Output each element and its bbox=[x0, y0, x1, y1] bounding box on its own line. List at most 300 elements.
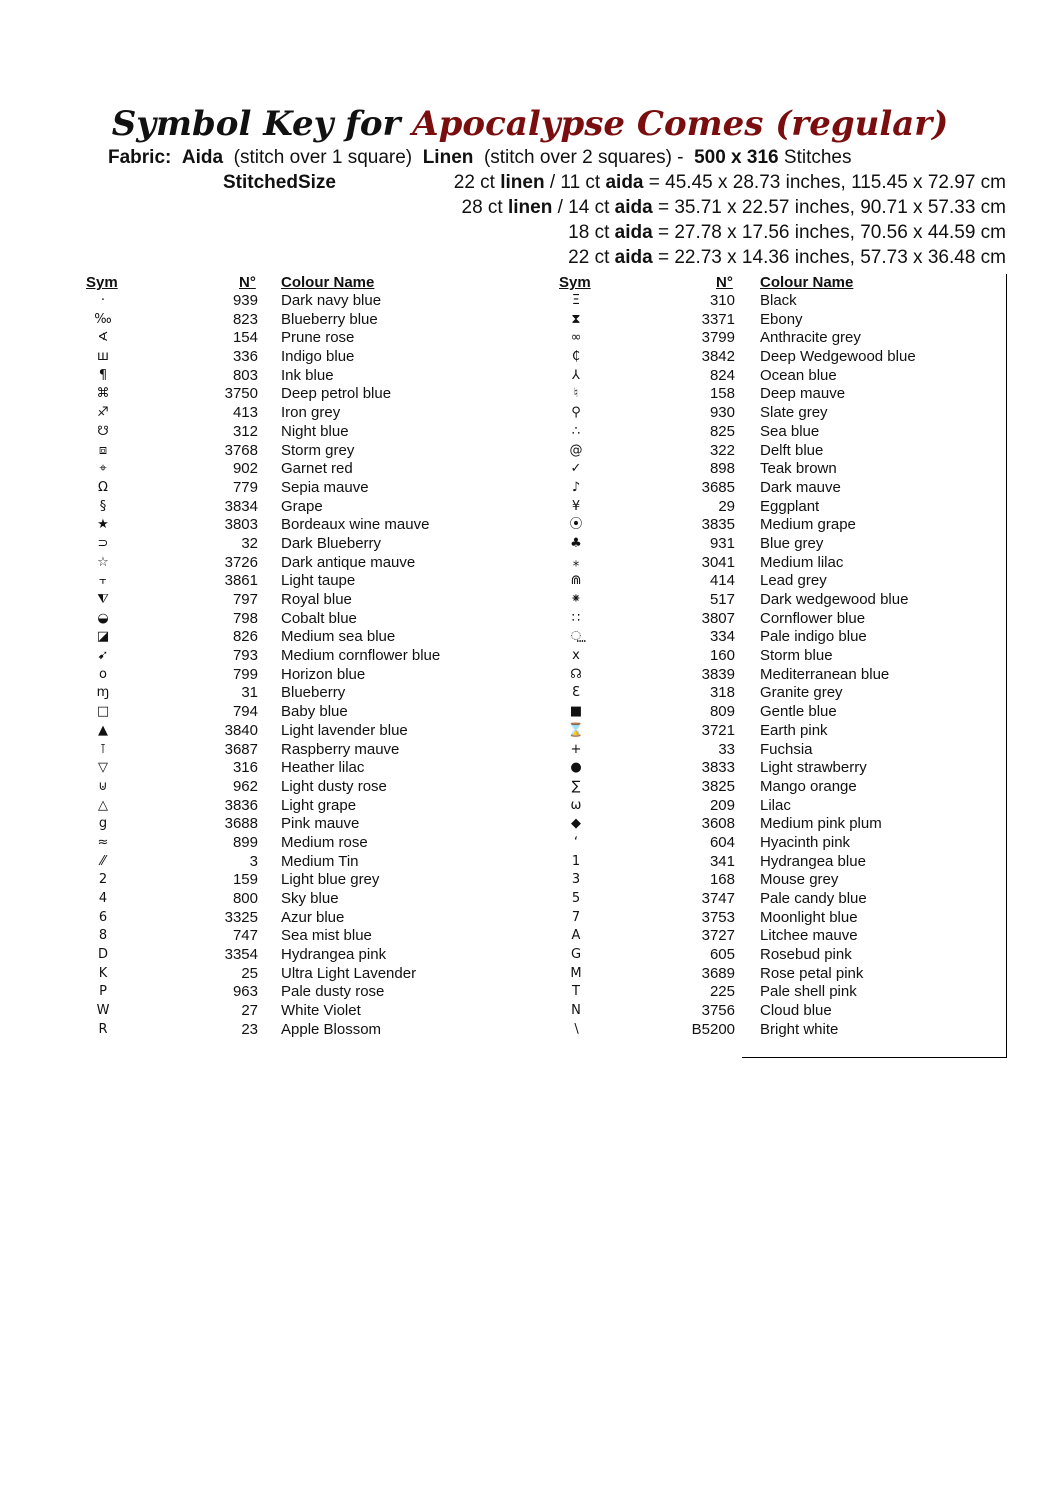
symbol-glyph: ⚲ bbox=[571, 405, 581, 421]
thread-number: 3371 bbox=[701, 310, 735, 328]
symbol-glyph: ∴ bbox=[571, 423, 581, 439]
table-row bbox=[530, 292, 1005, 311]
colour-name: Dark navy blue bbox=[281, 292, 382, 309]
symbol-glyph: A bbox=[571, 928, 581, 944]
table-row bbox=[530, 741, 1005, 760]
table-row bbox=[0, 460, 530, 479]
thread-number: 3687 bbox=[224, 740, 258, 758]
symbol-glyph: ▽ bbox=[98, 760, 108, 776]
colour-name: Dark Blueberry bbox=[281, 534, 382, 552]
symbol-glyph: ⁕ bbox=[570, 592, 582, 607]
colour-name: Pink mauve bbox=[281, 815, 360, 833]
thread-number: 902 bbox=[232, 460, 258, 478]
header-name-left: Colour Name bbox=[281, 274, 375, 291]
table-row bbox=[0, 797, 530, 816]
symbol-glyph: W bbox=[96, 1003, 110, 1019]
symbol-glyph: M bbox=[570, 965, 582, 981]
colour-name: White Violet bbox=[281, 1002, 361, 1020]
size-b1: linen bbox=[500, 172, 545, 193]
table-row bbox=[530, 479, 1005, 498]
colour-name: Light taupe bbox=[281, 572, 356, 590]
thread-number: 3861 bbox=[224, 572, 258, 590]
symbol-glyph: o bbox=[99, 666, 107, 682]
table-row bbox=[530, 927, 1005, 946]
table-row bbox=[0, 759, 530, 778]
colour-name: Rose petal pink bbox=[760, 964, 864, 982]
colour-name: Pale candy blue bbox=[760, 890, 867, 907]
fabric-aida-note: (stitch over 1 square) bbox=[233, 147, 413, 168]
thread-number: 962 bbox=[232, 777, 258, 795]
title-prefix: Symbol Key for bbox=[111, 104, 401, 144]
thread-number: 3685 bbox=[701, 478, 735, 496]
symbol-glyph: ⊺ bbox=[99, 741, 107, 757]
table-row bbox=[0, 292, 530, 311]
thread-number: 413 bbox=[232, 404, 258, 422]
table-row bbox=[530, 778, 1005, 797]
symbol-glyph: + bbox=[570, 741, 582, 757]
table-row bbox=[0, 479, 530, 498]
thread-number: 158 bbox=[709, 385, 735, 403]
table-row bbox=[530, 572, 1005, 591]
symbol-glyph: ∷ bbox=[571, 610, 581, 626]
table-row bbox=[0, 442, 530, 461]
colour-name: Hydrangea blue bbox=[760, 852, 866, 870]
thread-number: 33 bbox=[718, 740, 735, 758]
colour-name: Medium pink plum bbox=[760, 815, 882, 833]
colour-name: Ink blue bbox=[281, 366, 334, 384]
colour-name: Delft blue bbox=[760, 441, 824, 459]
symbol-table-right bbox=[530, 292, 1005, 1040]
symbol-glyph: ■ bbox=[569, 704, 583, 720]
colour-name: Raspberry mauve bbox=[281, 740, 400, 758]
fabric-stitches: Stitches bbox=[783, 147, 852, 168]
thread-number: 27 bbox=[241, 1002, 258, 1020]
table-row bbox=[530, 871, 1005, 890]
table-row bbox=[530, 348, 1005, 367]
colour-name: Iron grey bbox=[281, 404, 341, 422]
table-row bbox=[0, 404, 530, 423]
symbol-glyph: 6 bbox=[98, 909, 108, 925]
thread-number: 3727 bbox=[701, 927, 735, 945]
colour-name: Moonlight blue bbox=[760, 908, 858, 926]
thread-number: 604 bbox=[709, 833, 735, 851]
table-row bbox=[530, 909, 1005, 928]
symbol-glyph: ⋒ bbox=[570, 573, 582, 589]
page-title bbox=[0, 104, 1060, 144]
symbol-glyph: □ bbox=[96, 704, 110, 720]
symbol-glyph: ☆ bbox=[97, 554, 109, 570]
thread-number: 517 bbox=[709, 591, 735, 608]
colour-name: Fuchsia bbox=[760, 740, 813, 758]
table-row bbox=[530, 684, 1005, 703]
table-row bbox=[0, 666, 530, 685]
symbol-glyph: D bbox=[97, 947, 108, 963]
thread-number: 3799 bbox=[701, 329, 735, 347]
thread-number: 3689 bbox=[701, 964, 735, 982]
symbol-glyph: ⵿ bbox=[570, 629, 582, 645]
colour-name: Light blue grey bbox=[281, 871, 380, 889]
symbol-glyph: ⧈ bbox=[98, 442, 108, 458]
thread-number: 322 bbox=[709, 441, 735, 459]
colour-name: Lead grey bbox=[760, 572, 827, 590]
symbol-glyph: ◆ bbox=[571, 816, 581, 832]
fabric-line bbox=[108, 147, 851, 169]
table-row bbox=[0, 554, 530, 573]
thread-number: 799 bbox=[232, 665, 258, 683]
colour-name: Royal blue bbox=[281, 591, 352, 608]
table-row bbox=[530, 815, 1005, 834]
colour-name: Mediterranean blue bbox=[760, 665, 890, 683]
table-border-bottom bbox=[742, 1057, 1007, 1058]
table-row bbox=[530, 853, 1005, 872]
thread-number: 3756 bbox=[701, 1002, 735, 1020]
symbol-glyph: K bbox=[98, 965, 108, 981]
symbol-glyph: T bbox=[572, 984, 580, 1000]
colour-name: Mouse grey bbox=[760, 871, 839, 889]
thread-number: 793 bbox=[232, 647, 258, 665]
table-row bbox=[0, 927, 530, 946]
table-row bbox=[530, 983, 1005, 1002]
thread-number: 3842 bbox=[701, 348, 735, 366]
symbol-glyph: ☊ bbox=[570, 666, 582, 682]
symbol-glyph: ⁄⁄ bbox=[100, 853, 106, 869]
thread-number: 963 bbox=[232, 983, 258, 1001]
symbol-table-left bbox=[0, 292, 530, 1040]
table-row bbox=[530, 759, 1005, 778]
thread-number: 154 bbox=[232, 329, 258, 347]
thread-number: 779 bbox=[232, 478, 258, 496]
colour-name: Sepia mauve bbox=[281, 478, 369, 496]
symbol-glyph: ⌖ bbox=[99, 461, 107, 477]
table-row bbox=[0, 741, 530, 760]
table-row bbox=[530, 385, 1005, 404]
symbol-glyph: ʻ bbox=[573, 834, 579, 850]
thread-number: 3807 bbox=[701, 609, 735, 627]
symbol-glyph: ∑ bbox=[571, 778, 581, 794]
symbol-glyph: § bbox=[99, 498, 107, 514]
thread-number: 31 bbox=[241, 684, 258, 702]
thread-number: 25 bbox=[241, 964, 258, 982]
symbol-glyph: ★ bbox=[97, 517, 109, 533]
thread-number: 3834 bbox=[224, 497, 258, 515]
colour-name: Medium rose bbox=[281, 833, 368, 851]
table-row bbox=[0, 572, 530, 591]
size-post: = 35.71 x 22.57 inches, 90.71 x 57.33 cm bbox=[657, 197, 1006, 218]
table-row bbox=[0, 946, 530, 965]
colour-name: Medium sea blue bbox=[281, 628, 396, 646]
colour-name: Eggplant bbox=[760, 497, 820, 515]
thread-number: 605 bbox=[709, 946, 735, 964]
pattern-name: Apocalypse Comes (regular) bbox=[412, 104, 949, 144]
table-row bbox=[530, 535, 1005, 554]
table-row bbox=[530, 311, 1005, 330]
thread-number: 3688 bbox=[224, 815, 258, 833]
thread-number: 3835 bbox=[701, 516, 735, 534]
thread-number: 3608 bbox=[701, 815, 735, 833]
symbol-glyph: ◪ bbox=[96, 629, 110, 645]
symbol-glyph: ⦿ bbox=[569, 517, 583, 533]
thread-number: 794 bbox=[232, 703, 258, 721]
colour-name: Granite grey bbox=[760, 684, 843, 702]
table-row bbox=[0, 423, 530, 442]
table-row bbox=[0, 778, 530, 797]
table-row bbox=[530, 722, 1005, 741]
thread-number: 3833 bbox=[701, 759, 735, 777]
size-post: = 27.78 x 17.56 inches, 70.56 x 44.59 cm bbox=[657, 222, 1006, 243]
colour-name: Dark wedgewood blue bbox=[760, 591, 909, 608]
thread-number: 931 bbox=[709, 534, 735, 552]
thread-number: 797 bbox=[232, 591, 258, 608]
thread-number: 3721 bbox=[701, 721, 735, 739]
symbol-glyph: ⁎ bbox=[572, 554, 580, 570]
table-row bbox=[0, 628, 530, 647]
thread-number: 336 bbox=[232, 348, 258, 366]
symbol-glyph: Ɛ bbox=[572, 685, 580, 701]
size-pre: 22 ct bbox=[568, 247, 610, 268]
table-row bbox=[530, 834, 1005, 853]
header-sym-right: Sym bbox=[559, 274, 591, 291]
colour-name: Ocean blue bbox=[760, 366, 837, 384]
symbol-glyph: ⌛ bbox=[567, 722, 585, 738]
symbol-glyph: N bbox=[571, 1003, 581, 1019]
symbol-glyph: Ξ bbox=[571, 293, 581, 308]
thread-number: 826 bbox=[232, 628, 258, 646]
table-row bbox=[0, 329, 530, 348]
fabric-aida: Aida bbox=[181, 147, 224, 168]
table-row bbox=[0, 853, 530, 872]
thread-number: 3747 bbox=[701, 890, 735, 907]
colour-name: Deep Wedgewood blue bbox=[760, 348, 916, 366]
symbol-glyph: g bbox=[98, 816, 108, 832]
colour-name: Medium lilac bbox=[760, 553, 844, 571]
thread-number: 414 bbox=[709, 572, 735, 590]
colour-name: Cloud blue bbox=[760, 1002, 832, 1020]
symbol-glyph: ♪ bbox=[571, 479, 581, 495]
table-row bbox=[530, 965, 1005, 984]
size-b1: linen bbox=[507, 197, 553, 218]
symbol-glyph: 7 bbox=[571, 909, 581, 925]
size-b2: aida bbox=[605, 172, 644, 193]
symbol-glyph: ▲ bbox=[98, 722, 108, 738]
table-row bbox=[530, 797, 1005, 816]
symbol-glyph: · bbox=[100, 293, 106, 308]
thread-number: 159 bbox=[232, 871, 258, 889]
fabric-linen: Linen bbox=[422, 147, 474, 168]
symbol-glyph: ☋ bbox=[97, 423, 109, 439]
colour-name: Sea blue bbox=[760, 422, 820, 440]
table-row bbox=[0, 367, 530, 386]
thread-number: 3726 bbox=[224, 553, 258, 571]
thread-number: 3750 bbox=[224, 385, 258, 403]
thread-number: 3354 bbox=[224, 946, 258, 964]
colour-name: Grape bbox=[281, 497, 323, 515]
symbol-glyph: Ω bbox=[98, 479, 108, 495]
table-row bbox=[0, 385, 530, 404]
thread-number: 32 bbox=[241, 534, 258, 552]
symbol-glyph: ш bbox=[97, 349, 109, 365]
colour-name: Azur blue bbox=[281, 908, 345, 926]
colour-name: Light grape bbox=[281, 796, 357, 814]
symbol-glyph: 3 bbox=[571, 872, 581, 888]
thread-number: 3753 bbox=[701, 908, 735, 926]
colour-name: Cobalt blue bbox=[281, 609, 357, 627]
thread-number: 168 bbox=[709, 871, 735, 889]
symbol-glyph: ⧨ bbox=[97, 592, 109, 607]
symbol-glyph: ✓ bbox=[570, 461, 582, 477]
symbol-glyph: ∢ bbox=[97, 330, 109, 346]
size-mid: / 11 ct bbox=[549, 172, 601, 193]
thread-number: 823 bbox=[232, 310, 258, 328]
table-row bbox=[0, 703, 530, 722]
symbol-glyph: ω bbox=[570, 797, 582, 813]
colour-name: Earth pink bbox=[760, 721, 828, 739]
thread-number: 310 bbox=[709, 292, 735, 309]
thread-number: 341 bbox=[709, 852, 735, 870]
header-sym-left: Sym bbox=[86, 274, 118, 291]
table-row bbox=[0, 591, 530, 610]
colour-name: Light strawberry bbox=[760, 759, 867, 777]
symbol-glyph: ≈ bbox=[97, 834, 109, 850]
table-row bbox=[530, 1002, 1005, 1021]
table-row bbox=[0, 983, 530, 1002]
symbol-glyph: ➹ bbox=[97, 648, 109, 664]
symbol-glyph: ɱ bbox=[96, 685, 110, 701]
size-pre: 18 ct bbox=[568, 222, 610, 243]
thread-number: 898 bbox=[709, 460, 735, 478]
table-row bbox=[0, 965, 530, 984]
thread-number: 825 bbox=[709, 422, 735, 440]
thread-number: B5200 bbox=[691, 1020, 735, 1038]
symbol-glyph: ♮ bbox=[573, 386, 579, 402]
size-pre: 22 ct bbox=[453, 172, 495, 193]
colour-name: Anthracite grey bbox=[760, 329, 861, 347]
colour-name: Black bbox=[760, 292, 797, 309]
table-row bbox=[530, 423, 1005, 442]
colour-name: Litchee mauve bbox=[760, 927, 858, 945]
colour-name: Lilac bbox=[760, 796, 791, 814]
symbol-glyph: 8 bbox=[98, 928, 108, 944]
symbol-glyph: ₵ bbox=[571, 349, 581, 365]
colour-name: Hydrangea pink bbox=[281, 946, 387, 964]
colour-name: Indigo blue bbox=[281, 348, 355, 366]
table-row bbox=[0, 311, 530, 330]
table-row bbox=[530, 591, 1005, 610]
stitched-size-row bbox=[454, 247, 1006, 272]
table-row bbox=[530, 647, 1005, 666]
thread-number: 939 bbox=[232, 292, 258, 309]
table-row bbox=[0, 890, 530, 909]
table-row bbox=[0, 647, 530, 666]
thread-number: 160 bbox=[709, 647, 735, 665]
table-row bbox=[530, 404, 1005, 423]
symbol-glyph: ¶ bbox=[98, 367, 108, 383]
symbol-glyph: ⊃ bbox=[97, 535, 109, 551]
thread-number: 3840 bbox=[224, 721, 258, 739]
thread-number: 809 bbox=[709, 703, 735, 721]
colour-name: Pale dusty rose bbox=[281, 983, 385, 1001]
table-row bbox=[530, 367, 1005, 386]
colour-name: Horizon blue bbox=[281, 665, 366, 683]
thread-number: 3325 bbox=[224, 908, 258, 926]
thread-number: 334 bbox=[709, 628, 735, 646]
table-row bbox=[530, 498, 1005, 517]
colour-name: Pale indigo blue bbox=[760, 628, 867, 646]
stitched-size-row bbox=[454, 197, 1006, 222]
colour-name: Deep petrol blue bbox=[281, 385, 392, 403]
table-border-right bbox=[1006, 274, 1007, 1058]
symbol-glyph: 5 bbox=[571, 891, 581, 906]
table-row bbox=[530, 666, 1005, 685]
table-row bbox=[530, 946, 1005, 965]
thread-number: 29 bbox=[718, 497, 735, 515]
symbol-glyph: ● bbox=[570, 760, 582, 776]
symbol-glyph: x bbox=[572, 648, 580, 664]
thread-number: 800 bbox=[232, 890, 258, 907]
colour-name: Rosebud pink bbox=[760, 946, 852, 964]
symbol-glyph: ¥ bbox=[571, 498, 581, 514]
table-row bbox=[0, 815, 530, 834]
thread-number: 747 bbox=[232, 927, 258, 945]
fabric-linen-note: (stitch over 2 squares) - bbox=[483, 147, 684, 168]
colour-name: Garnet red bbox=[281, 460, 353, 478]
colour-name: Ultra Light Lavender bbox=[281, 964, 417, 982]
symbol-glyph: ∞ bbox=[570, 330, 582, 346]
colour-name: Blue grey bbox=[760, 534, 824, 552]
colour-name: Storm grey bbox=[281, 441, 355, 459]
stitched-size-block bbox=[454, 172, 1006, 272]
thread-number: 803 bbox=[232, 366, 258, 384]
size-post: = 22.73 x 14.36 inches, 57.73 x 36.48 cm bbox=[657, 247, 1006, 268]
colour-name: Baby blue bbox=[281, 703, 348, 721]
table-row bbox=[530, 703, 1005, 722]
thread-number: 824 bbox=[709, 366, 735, 384]
symbol-glyph: @ bbox=[569, 442, 583, 458]
table-row bbox=[0, 516, 530, 535]
thread-number: 3836 bbox=[224, 796, 258, 814]
size-b2: aida bbox=[614, 222, 653, 243]
colour-name: Medium Tin bbox=[281, 852, 359, 870]
colour-name: Bright white bbox=[760, 1020, 839, 1038]
symbol-glyph: ♣ bbox=[570, 535, 582, 551]
colour-name: Medium cornflower blue bbox=[281, 647, 441, 665]
table-row bbox=[530, 1021, 1005, 1040]
colour-name: Light lavender blue bbox=[281, 721, 408, 739]
table-row bbox=[530, 460, 1005, 479]
symbol-glyph: G bbox=[570, 947, 582, 963]
symbol-glyph: ⫟ bbox=[99, 573, 107, 589]
colour-name: Blueberry blue bbox=[281, 310, 378, 328]
table-row bbox=[0, 871, 530, 890]
thread-number: 312 bbox=[232, 422, 258, 440]
table-row bbox=[530, 554, 1005, 573]
colour-name: Dark mauve bbox=[760, 478, 841, 496]
size-mid: / 14 ct bbox=[557, 197, 610, 218]
table-row bbox=[530, 628, 1005, 647]
colour-name: Mango orange bbox=[760, 777, 857, 795]
symbol-glyph: R bbox=[98, 1021, 108, 1037]
colour-name: Heather lilac bbox=[281, 759, 365, 777]
size-b2: aida bbox=[614, 247, 653, 268]
symbol-glyph: 2 bbox=[98, 872, 108, 888]
table-row bbox=[530, 329, 1005, 348]
thread-number: 3 bbox=[249, 852, 258, 870]
symbol-glyph: ⧗ bbox=[571, 311, 581, 327]
table-row bbox=[530, 890, 1005, 909]
symbol-glyph: ◒ bbox=[97, 610, 109, 626]
colour-name: Pale shell pink bbox=[760, 983, 857, 1001]
table-row bbox=[0, 834, 530, 853]
colour-name: Ebony bbox=[760, 310, 803, 328]
